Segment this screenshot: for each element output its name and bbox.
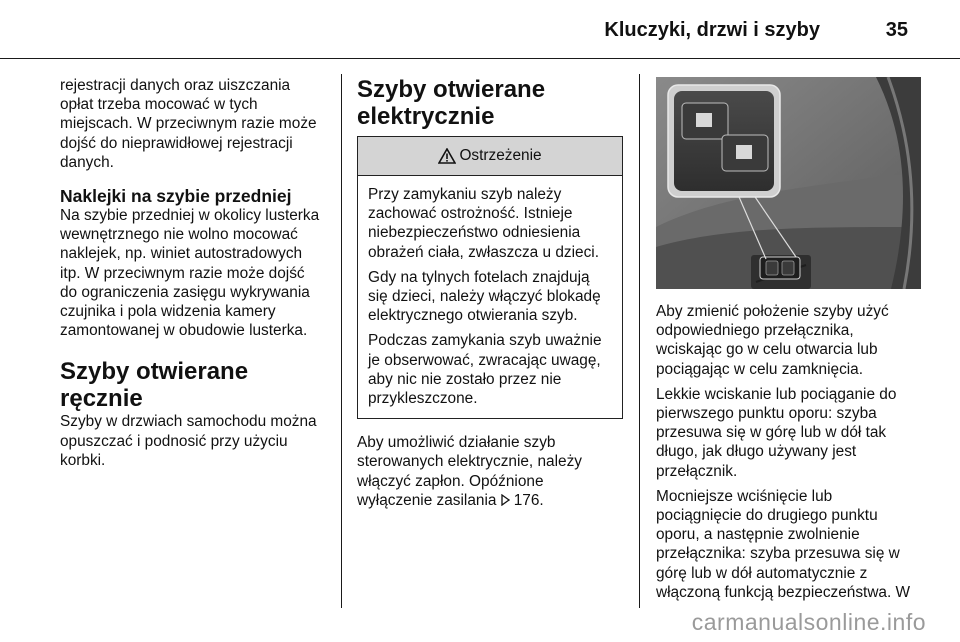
warning-paragraph: Podczas zamykania szyb uważnie je obserwować, zwracając uwagę, aby nic nie zostało przez nie przykleszczone. [368,332,602,408]
power-windows-heading: Szyby otwierane elektrycznie [357,76,546,130]
door-panel-illustration [656,77,921,289]
column-divider-1 [341,74,342,608]
ignition-text: Aby umożliwić działanie szyb sterowanych elektrycznie, należy włączyć zapłon. Opóźnione wyłączenie zasilania [357,434,582,509]
column-middle [357,76,625,516]
column-divider-2 [639,74,640,608]
page-title: Kluczyki, drzwi i szyby [604,19,820,41]
warning-paragraph: Gdy na tylnych fotelach znajdują się dzieci, należy włączyć blokadę elektrycznego otwierania szyb. [368,268,601,325]
warning-body [358,176,622,418]
sticker-heading: Naklejki na szybie przedniej [60,186,292,207]
ignition-paragraph [357,433,625,510]
column-right [656,302,921,608]
warning-title: Ostrzeżenie [459,147,542,165]
column-left [60,76,330,476]
switch-paragraph: Lekkie wciskanie lub pociąganie do pierwszego punktu oporu: szyba przesuwa się w górę lub w dół tak długo, jak długo używany jest przełącznik. [656,385,897,480]
switch-paragraph: Aby zmienić położenie szyby użyć odpowiedniego przełącznika, wciskając go w celu otwarcia lub pociągając w celu zamknięcia. [656,303,889,378]
manual-windows-heading: Szyby otwierane ręcznie [60,358,249,413]
header-divider [0,58,960,59]
page-reference-arrow-icon [501,494,510,506]
ignition-page-reference[interactable]: 176. [513,491,544,509]
manual-windows-paragraph: Szyby w drzwiach samochodu można opuszczać i podnosić przy użyciu korbki. [60,413,317,469]
warning-header [358,137,622,176]
switch-paragraph: Mocniejsze wciśnięcie lub pociągnięcie do drugiego punktu oporu, a następnie zwolnienie przełącznika: szyba przesuwa się w górę lub w dół automatycznie z włączoną funkcją bezpieczeństwa. W [656,487,911,601]
window-switch-photo [656,77,921,289]
watermark: carmanualsonline.info [691,609,926,635]
warning-box [357,136,623,419]
page-number: 35 [885,19,908,41]
intro-paragraph: rejestracji danych oraz uiszczania opłat trzeba mocować w tych miejscach. W przeciwnym razie może dojść do nieprawidłowej rejestracji danych. [60,77,317,171]
warning-paragraph: Przy zamykaniu szyb należy zachować ostrożność. Istnieje niebezpieczeństwo odniesienia obrażeń ciała, zwłaszcza u dzieci. [368,186,599,261]
sticker-paragraph: Na szybie przedniej w okolicy lusterka wewnętrznego nie wolno mocować naklejek, np. winiet autostradowych itp. W przeciwnym razie może dojść do ograniczenia zasięgu wykrywania czujnika i pola widzenia kamery zamontowanej w obudowie lusterka. [60,207,320,340]
warning-triangle-icon [438,148,456,164]
